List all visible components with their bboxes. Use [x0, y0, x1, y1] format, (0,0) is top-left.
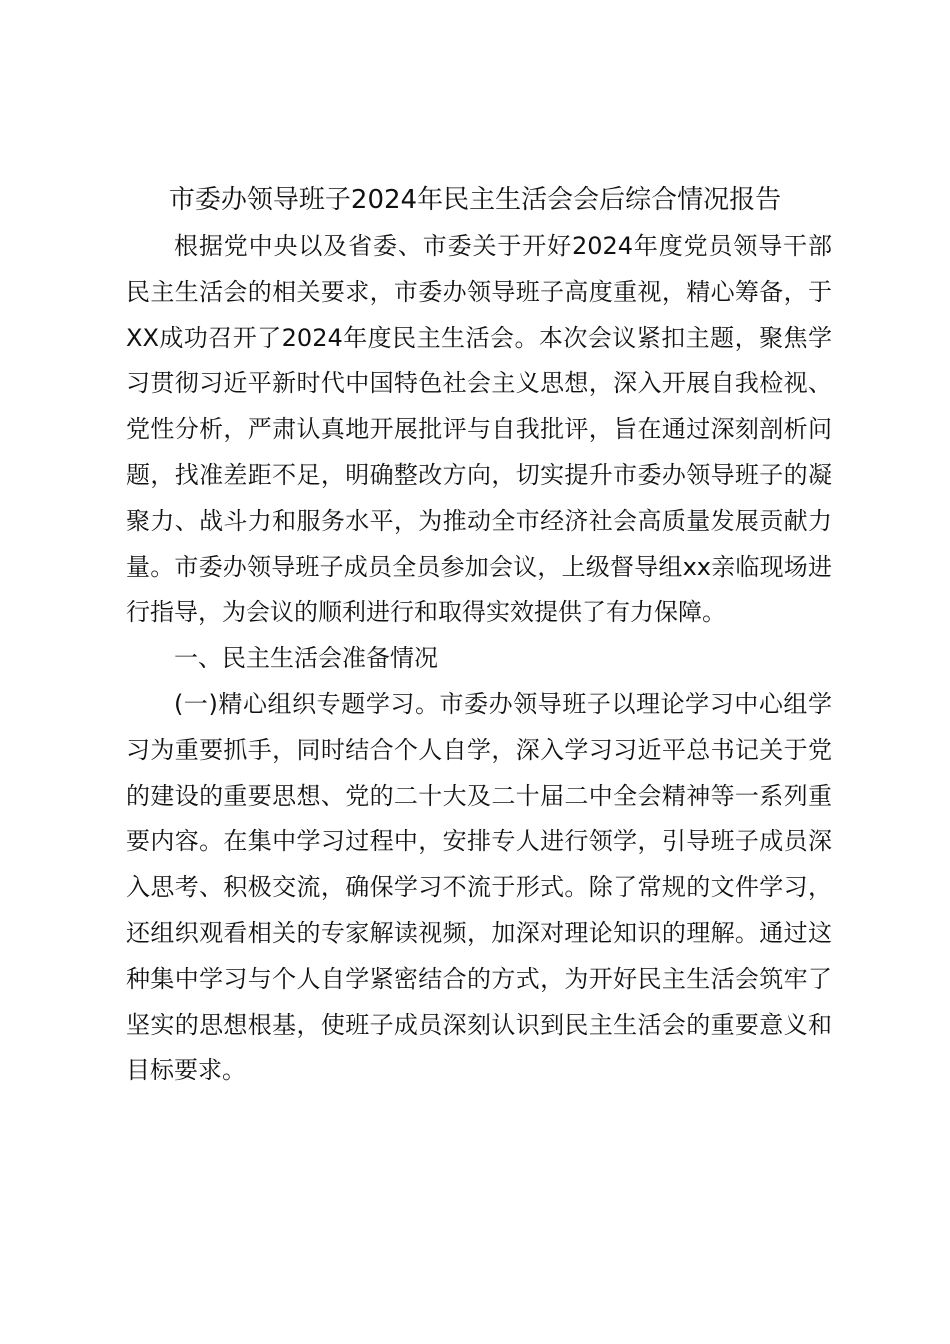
section-heading-preparation: 一、民主生活会准备情况	[174, 644, 438, 673]
document-title: 市委办领导班子2024年民主生活会会后综合情况报告	[168, 185, 782, 215]
intro-paragraph: 根据党中央以及省委、市委关于开好2024年度党员领导干部民主生活会的相关要求，市委办领导班子高度重视，精心筹备，于XX成功召开了2024年度民主生活会。本次会议紧扣主题，聚焦学习贯彻习近平新时代中国特色社会主义思想，深入开展自我检视、党性分析，严肃认真地开展批评与自我批评，旨在通过深刻剖析问题，找准差距不足，明确整改方向，切实提升市委办领导班子的凝聚力、战斗力和服务水平，为推动全市经济社会高质量发展贡献力量。市委办领导班子成员全员参加会议，上级督导组xx亲临现场进行指导，为会议的顺利进行和取得实效提供了有力保障。	[126, 232, 832, 627]
document-body	[126, 224, 832, 1094]
section-paragraph-study: (一)精心组织专题学习。市委办领导班子以理论学习中心组学习为重要抓手，同时结合个人自学，深入学习习近平总书记关于党的建设的重要思想、党的二十大及二十届二中全会精神等一系列重要内容。在集中学习过程中，安排专人进行领学，引导班子成员深入思考、积极交流，确保学习不流于形式。除了常规的文件学习，还组织观看相关的专家解读视频，加深对理论知识的理解。通过这种集中学习与个人自学紧密结合的方式，为开好民主生活会筑牢了坚实的思想根基，使班子成员深刻认识到民主生活会的重要意义和目标要求。	[126, 689, 832, 1085]
